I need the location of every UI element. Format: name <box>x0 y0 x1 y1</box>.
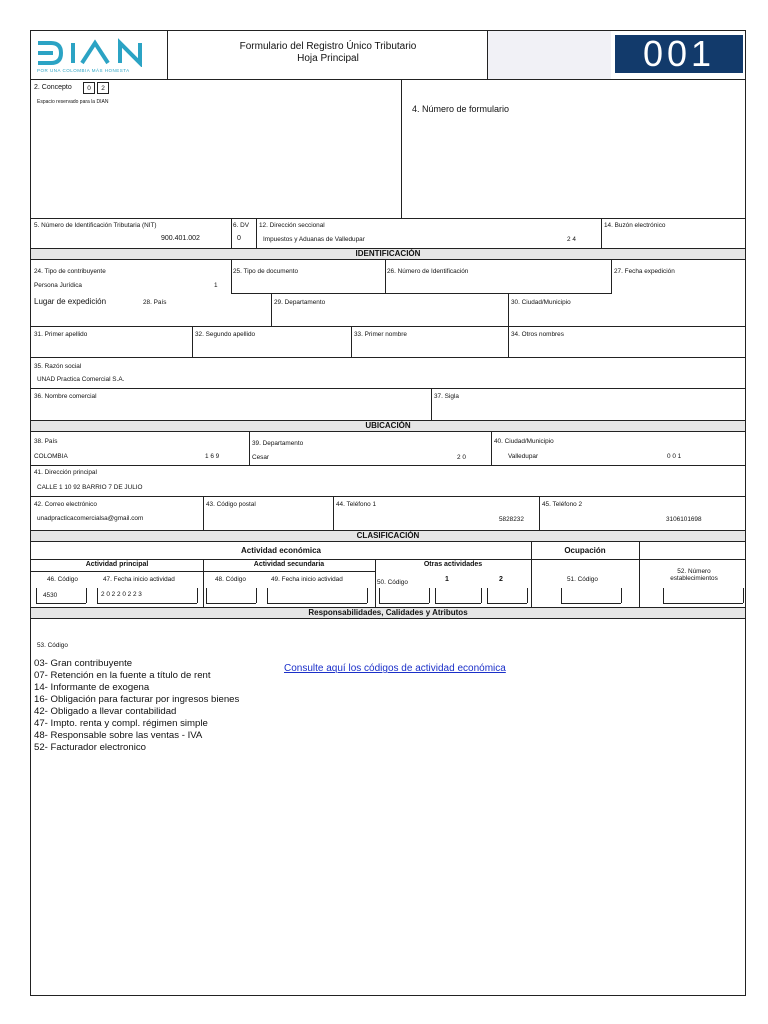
dir-seccional-code: 2 4 <box>567 236 576 243</box>
tipo-contribuyente-label: 24. Tipo de contribuyente <box>34 268 106 275</box>
resp-item-03: 03- Gran contribuyente <box>34 658 133 669</box>
dv-label: 6. DV <box>233 222 249 229</box>
resp-item-52: 52- Facturador electronico <box>34 742 146 753</box>
concepto-digit-2: 2 <box>97 82 109 94</box>
codigo48-label: 48. Código <box>215 576 246 583</box>
buzon-label: 14. Buzón electrónico <box>604 222 666 229</box>
actividad-principal-title: Actividad principal <box>85 561 149 568</box>
logo-tagline: POR UNA COLOMBIA MÁS HONESTA <box>37 68 130 73</box>
razon-social-value: UNAD Practica Comercial S.A. <box>37 376 125 383</box>
ciudad-ubic-code: 0 0 1 <box>667 453 682 460</box>
fecha47-label: 47. Fecha inicio actividad <box>103 576 175 583</box>
direccion-principal-value: CALLE 1 10 92 BARRIO 7 DE JULIO <box>37 484 143 491</box>
codigo46-value: 4530 <box>43 592 58 599</box>
concepto-label: 2. Concepto <box>34 84 72 91</box>
codigo46-label: 46. Código <box>47 576 78 583</box>
tipo-documento-label: 25. Tipo de documento <box>233 268 299 275</box>
reserved-label: Espacio reservado para la DIAN <box>37 99 109 105</box>
pais-ubic-code: 1 6 9 <box>205 453 220 460</box>
dian-logo <box>31 31 168 79</box>
nit-value: 900.401.002 <box>161 235 200 242</box>
tipo-contribuyente-value: Persona Jurídica <box>34 282 82 289</box>
numero-formulario-label: 4. Número de formulario <box>412 104 510 114</box>
segundo-apellido-label: 32. Segundo apellido <box>195 331 256 338</box>
resp-item-14: 14- Informante de exogena <box>34 682 150 693</box>
responsabilidades-list <box>34 658 239 754</box>
direccion-principal-label: 41. Dirección principal <box>34 469 97 476</box>
codigo51-label: 51. Código <box>567 576 598 583</box>
section-identificacion: IDENTIFICACIÓN <box>31 248 745 260</box>
primer-apellido-label: 31. Primer apellido <box>34 331 88 338</box>
email-label: 42. Correo electrónico <box>34 501 97 508</box>
actividad-economica-title: Actividad económica <box>240 546 322 555</box>
otras-2: 2 <box>499 576 503 583</box>
primer-nombre-label: 33. Primer nombre <box>354 331 407 338</box>
section-clasificacion: CLASIFICACIÓN <box>31 530 745 542</box>
resp-item-42: 42- Obligado a llevar contabilidad <box>34 706 177 717</box>
header-gray-box <box>487 31 611 79</box>
dv-value: 0 <box>237 235 241 242</box>
ciudad-ubic-value: Valledupar <box>508 453 539 460</box>
ocupacion-title: Ocupación <box>564 546 606 555</box>
sigla-label: 37. Sigla <box>434 393 459 400</box>
codigo-postal-label: 43. Código postal <box>206 501 256 508</box>
telefono1-value: 5828232 <box>499 516 524 523</box>
nombre-comercial-label: 36. Nombre comercial <box>34 393 97 400</box>
telefono1-label: 44. Teléfono 1 <box>336 501 377 508</box>
telefono2-value: 3106101698 <box>666 516 702 523</box>
form-title-line2: Hoja Principal <box>297 53 359 64</box>
fecha47-value: 2 0 2 2 0 2 2 3 <box>101 591 142 598</box>
razon-social-label: 35. Razón social <box>34 363 82 370</box>
codigos-actividad-link[interactable]: Consulte aquí los códigos de actividad económica <box>284 663 506 674</box>
pais-ubic-label: 38. País <box>34 438 58 445</box>
dian-logo-icon <box>31 31 168 67</box>
num-establecimientos-label: 52. Número establecimientos <box>670 568 718 582</box>
numero-id-label: 26. Número de Identificación <box>387 268 469 275</box>
depto-ubic-value: Cesar <box>252 454 270 461</box>
nit-label: 5. Número de Identificación Tributaria (NIT) <box>34 222 157 229</box>
pais-label: 28. País <box>143 299 167 306</box>
depto-ubic-code: 2 0 <box>457 454 466 461</box>
tipo-contribuyente-code: 1 <box>214 282 218 289</box>
dir-seccional-label: 12. Dirección seccional <box>259 222 325 229</box>
form-title <box>168 41 488 65</box>
fecha49-label: 49. Fecha inicio actividad <box>271 576 343 583</box>
resp-item-48: 48- Responsable sobre las ventas - IVA <box>34 730 203 741</box>
codigo53-label: 53. Código <box>37 642 68 649</box>
actividad-secundaria-title: Actividad secundaria <box>253 561 325 568</box>
fecha-expedicion-label: 27. Fecha expedición <box>614 268 675 275</box>
ciudad-label: 30. Ciudad/Municipio <box>511 299 571 306</box>
form-code-box <box>615 35 743 73</box>
resp-item-47: 47- Impto. renta y compl. régimen simple <box>34 718 208 729</box>
concepto-digit-1: 0 <box>83 82 95 94</box>
form-title-line1: Formulario del Registro Único Tributario <box>239 41 417 52</box>
otras-actividades-title: Otras actividades <box>423 561 483 568</box>
otras-1: 1 <box>445 576 449 583</box>
email-value: unadpracticacomercialsa@gmail.com <box>37 515 144 522</box>
rut-form <box>30 30 746 996</box>
telefono2-label: 45. Teléfono 2 <box>542 501 583 508</box>
lugar-expedicion-label: Lugar de expedición <box>34 297 107 306</box>
section-ubicacion: UBICACIÓN <box>31 420 745 432</box>
resp-item-07: 07- Retención en la fuente a título de rent <box>34 670 211 681</box>
otros-nombres-label: 34. Otros nombres <box>511 331 564 338</box>
depto-ubic-label: 39. Departamento <box>252 440 304 447</box>
ciudad-ubic-label: 40. Ciudad/Municipio <box>494 438 554 445</box>
codigo50-label: 50. Código <box>377 579 408 586</box>
departamento-label: 29. Departamento <box>274 299 326 306</box>
pais-ubic-value: COLOMBIA <box>34 453 68 460</box>
section-responsabilidades: Responsabilidades, Calidades y Atributos <box>31 607 745 619</box>
form-code: 001 <box>642 33 716 74</box>
resp-item-16: 16- Obligación para facturar por ingresos bienes <box>34 694 240 705</box>
dir-seccional-value: Impuestos y Aduanas de Valledupar <box>263 236 365 243</box>
